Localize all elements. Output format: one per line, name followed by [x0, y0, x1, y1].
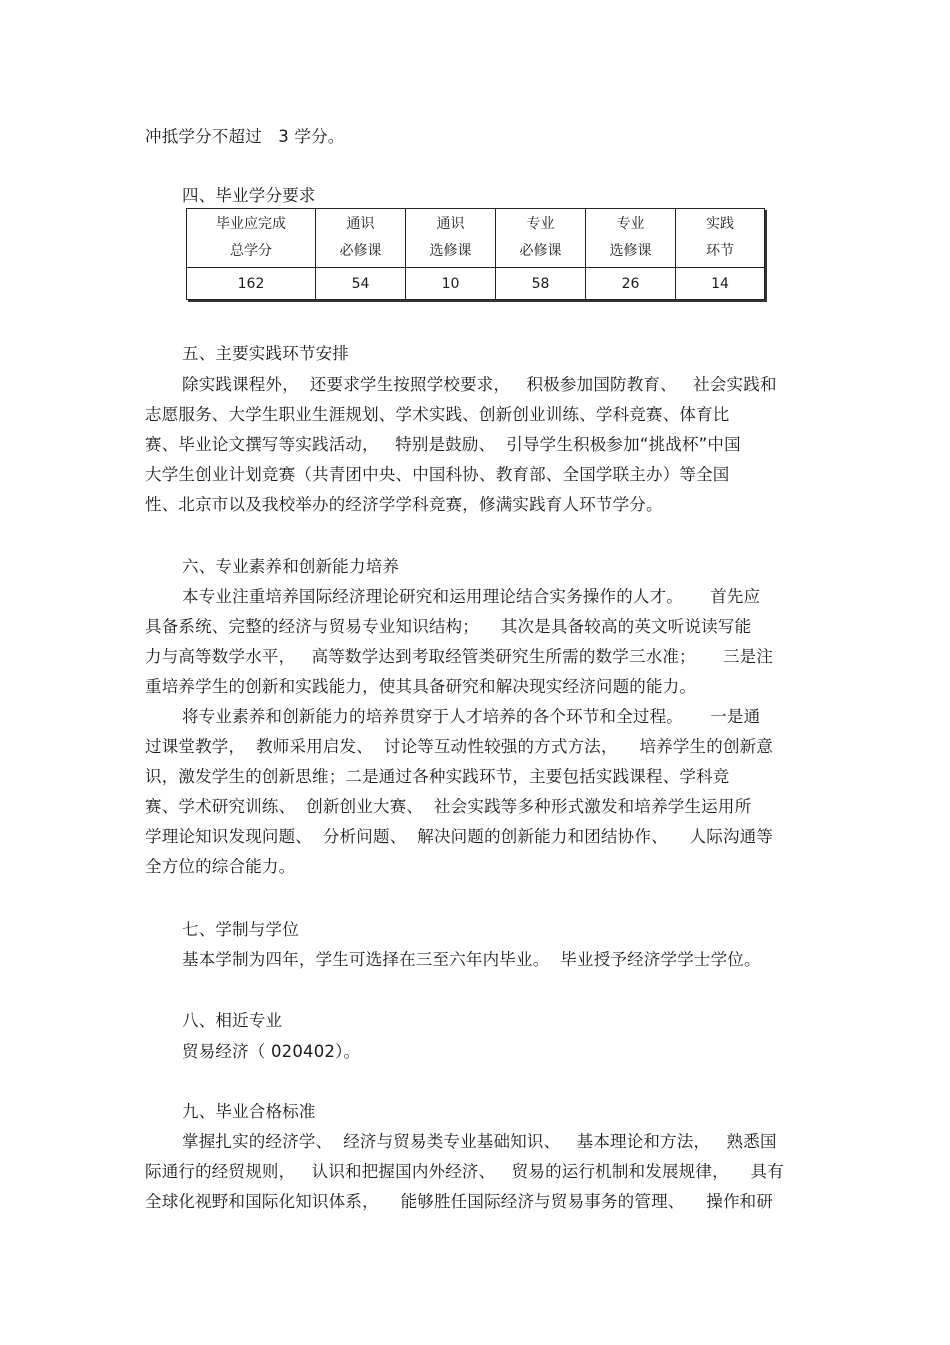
paragraph-line: 贸易经济（ 020402）。	[182, 1042, 361, 1061]
table-cell: 162	[187, 268, 316, 300]
paragraph-line: 际通行的经贸规则， 认识和把握国内外经济、 贸易的运行机制和发展规律， 具有	[145, 1162, 784, 1181]
paragraph-line: 志愿服务、大学生职业生涯规划、学术实践、创新创业训练、学科竞赛、体育比	[145, 405, 730, 424]
paragraph-line: 赛、学术研究训练、 创新创业大赛、 社会实践等多种形式激发和培养学生运用所	[145, 797, 752, 816]
section-heading-degree: 七、学制与学位	[182, 920, 299, 939]
paragraph-line: 性、北京市以及我校举办的经济学学科竞赛，修满实践育人环节学分。	[145, 495, 663, 514]
table-cell: 26	[586, 268, 676, 300]
section-heading-credits: 四、毕业学分要求	[182, 186, 316, 205]
section-heading-related-majors: 八、相近专业	[182, 1011, 283, 1030]
table-header-cell: 实践 环节	[676, 209, 765, 268]
paragraph-line: 全方位的综合能力。	[145, 857, 296, 876]
credit-requirements-table	[186, 208, 765, 300]
paragraph-line: 过课堂教学， 教师采用启发、 讨论等互动性较强的方式方法， 培养学生的创新意	[145, 737, 774, 756]
table-row	[187, 268, 765, 300]
continuation-line: 冲抵学分不超过 3 学分。	[145, 127, 345, 146]
table-header-cell: 通识 选修课	[406, 209, 496, 268]
table-header-cell: 毕业应完成 总学分	[187, 209, 316, 268]
section-heading-graduation-standards: 九、毕业合格标准	[182, 1102, 316, 1121]
table-header-cell: 专业 必修课	[496, 209, 586, 268]
paragraph-line: 具备系统、完整的经济与贸易专业知识结构； 其次是具备较高的英文听说读写能	[145, 617, 752, 636]
section-heading-practice: 五、主要实践环节安排	[182, 344, 349, 363]
table-header-row	[187, 209, 765, 268]
paragraph-line: 掌握扎实的经济学、 经济与贸易类专业基础知识、 基本理论和方法， 熟悉国	[182, 1132, 777, 1151]
paragraph-line: 识，激发学生的创新思维；二是通过各种实践环节，主要包括实践课程、学科竞	[145, 767, 730, 786]
paragraph-line: 重培养学生的创新和实践能力，使其具备研究和解决现实经济问题的能力。	[145, 677, 697, 696]
table-header-cell: 专业 选修课	[586, 209, 676, 268]
paragraph-line: 大学生创业计划竞赛（共青团中央、中国科协、教育部、全国学联主办）等全国	[145, 465, 730, 484]
paragraph-line: 基本学制为四年，学生可选择在三至六年内毕业。 毕业授予经济学学士学位。	[182, 950, 761, 969]
paragraph-line: 全球化视野和国际化知识体系， 能够胜任国际经济与贸易事务的管理、 操作和研	[145, 1192, 774, 1211]
table-cell: 10	[406, 268, 496, 300]
paragraph-line: 赛、毕业论文撰写等实践活动， 特别是鼓励、 引导学生积极参加“挑战杯”中国	[145, 435, 741, 454]
table-cell: 58	[496, 268, 586, 300]
table-cell: 14	[676, 268, 765, 300]
paragraph-line: 力与高等数学水平， 高等数学达到考取经管类研究生所需的数学三水准； 三是注	[145, 647, 774, 666]
table-cell: 54	[316, 268, 406, 300]
paragraph-line: 本专业注重培养国际经济理论研究和运用理论结合实务操作的人才。 首先应	[182, 587, 761, 606]
paragraph-line: 除实践课程外， 还要求学生按照学校要求， 积极参加国防教育、 社会实践和	[182, 375, 777, 394]
paragraph-line: 学理论知识发现问题、 分析问题、 解决问题的创新能力和团结协作、 人际沟通等	[145, 827, 774, 846]
table-header-cell: 通识 必修课	[316, 209, 406, 268]
paragraph-line: 将专业素养和创新能力的培养贯穿于人才培养的各个环节和全过程。 一是通	[182, 707, 761, 726]
section-heading-innovation: 六、专业素养和创新能力培养	[182, 557, 400, 576]
